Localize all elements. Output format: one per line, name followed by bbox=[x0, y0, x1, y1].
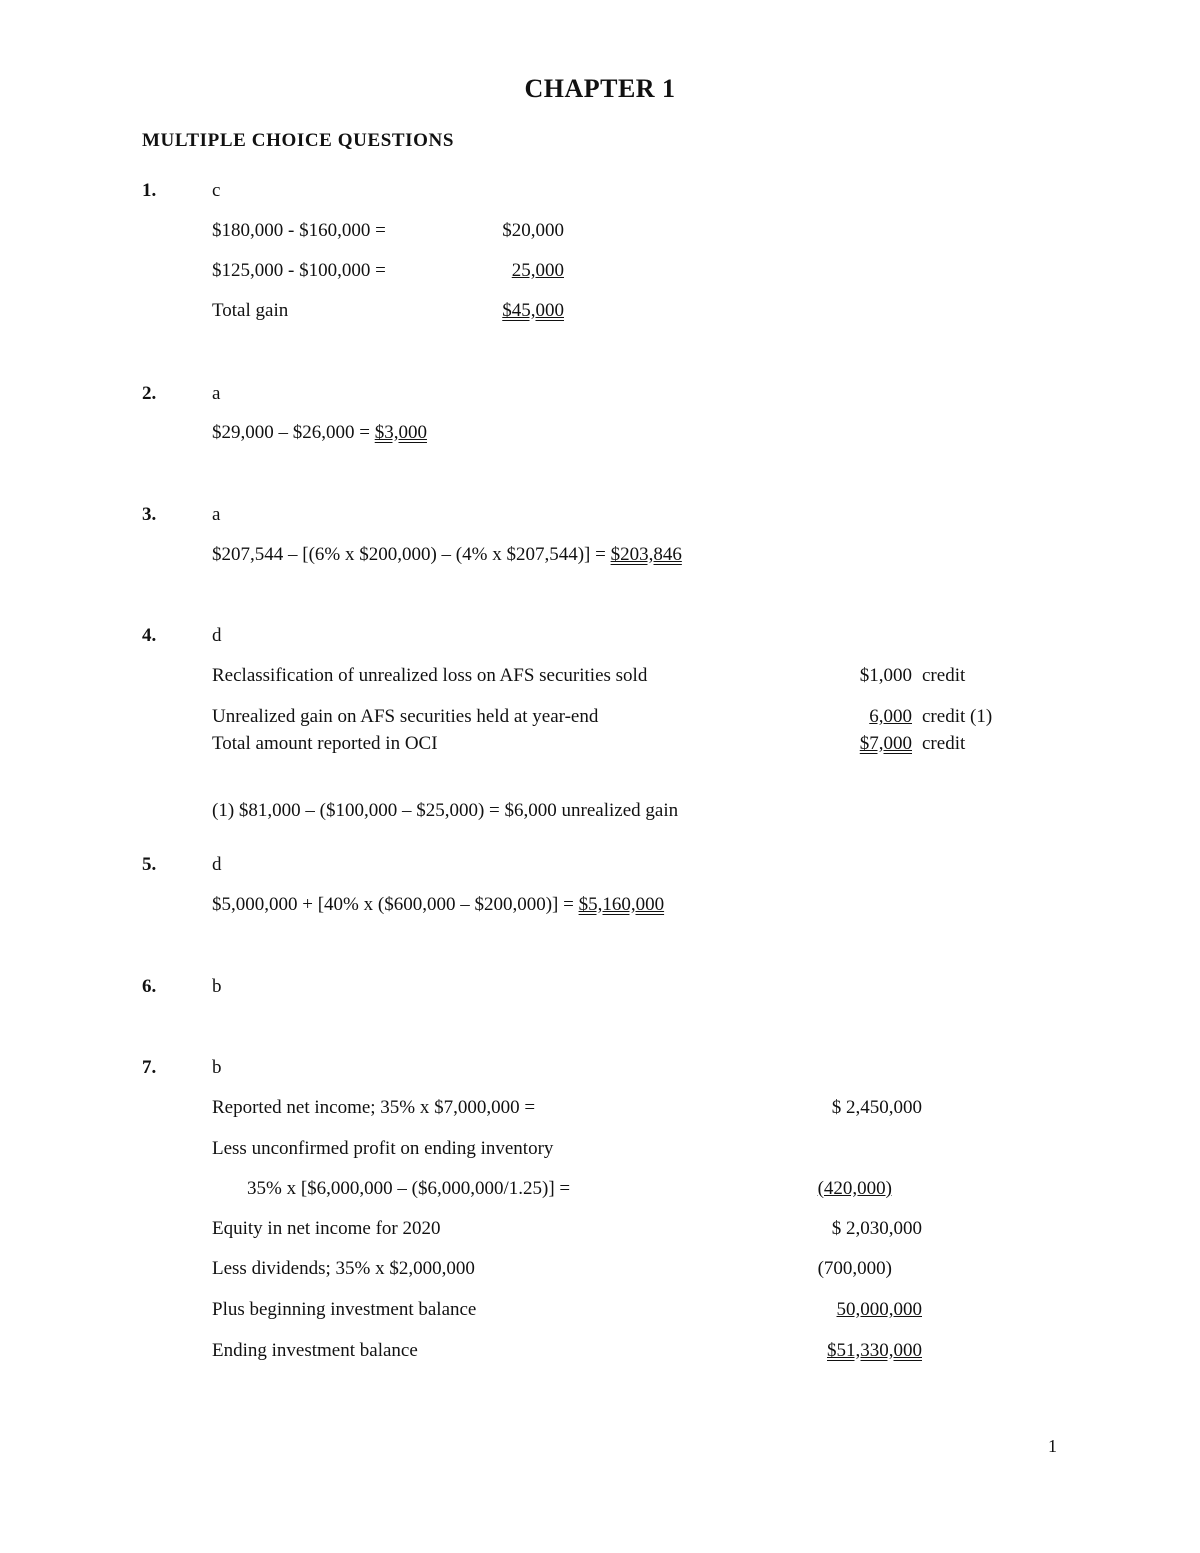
schedule-label: Equity in net income for 2020 bbox=[212, 1218, 441, 1239]
schedule-label: Reported net income; 35% x $7,000,000 = bbox=[212, 1097, 536, 1118]
result-value: $3,000 bbox=[374, 422, 427, 443]
answer-letter: a bbox=[212, 383, 221, 404]
schedule-total-label: Ending investment balance bbox=[212, 1340, 418, 1361]
answer-letter: d bbox=[212, 854, 222, 875]
answer-letter: c bbox=[212, 180, 221, 201]
answer-letter: b bbox=[212, 1057, 222, 1078]
oci-total-label: Total amount reported in OCI bbox=[212, 733, 438, 754]
calc-line: $207,544 – [(6% x $200,000) – (4% x $207,544)] = $203,846 bbox=[212, 544, 682, 565]
oci-row-value: $1,000 bbox=[859, 665, 912, 686]
question-number: 6. bbox=[142, 976, 157, 997]
answer-letter: a bbox=[212, 504, 221, 525]
schedule-value: 50,000,000 bbox=[836, 1299, 922, 1320]
footnote: (1) $81,000 – ($100,000 – $25,000) = $6,000 unrealized gain bbox=[212, 800, 679, 821]
chapter-title: CHAPTER 1 bbox=[524, 74, 676, 103]
section-heading: MULTIPLE CHOICE QUESTIONS bbox=[142, 130, 455, 151]
oci-total-value: $7,000 bbox=[859, 733, 912, 754]
answer-letter: d bbox=[212, 625, 222, 646]
oci-row-note: credit bbox=[922, 665, 966, 686]
question-number: 3. bbox=[142, 504, 157, 525]
question-number: 4. bbox=[142, 625, 157, 646]
page-number: 1 bbox=[1048, 1436, 1057, 1456]
question-number: 5. bbox=[142, 854, 157, 875]
calc-value: $20,000 bbox=[502, 220, 564, 241]
schedule-value: (420,000) bbox=[817, 1178, 892, 1199]
schedule-label: 35% x [$6,000,000 – ($6,000,000/1.25)] = bbox=[247, 1178, 571, 1199]
oci-row-note: credit bbox=[922, 733, 966, 754]
oci-row-label: Reclassification of unrealized loss on AFS securities sold bbox=[212, 665, 648, 686]
result-value: $203,846 bbox=[610, 544, 682, 565]
oci-row-note: credit (1) bbox=[922, 706, 993, 727]
schedule-label: Less dividends; 35% x $2,000,000 bbox=[212, 1258, 475, 1279]
answer-letter: b bbox=[212, 976, 222, 997]
calc-line: $5,000,000 + [40% x ($600,000 – $200,000)] = $5,160,000 bbox=[212, 894, 665, 915]
oci-row-label: Unrealized gain on AFS securities held at year-end bbox=[212, 706, 599, 727]
schedule-value: $ 2,030,000 bbox=[831, 1218, 922, 1239]
calc-line: $29,000 – $26,000 = $3,000 bbox=[212, 422, 427, 443]
question-number: 7. bbox=[142, 1057, 157, 1078]
schedule-value: $ 2,450,000 bbox=[831, 1097, 922, 1118]
calc-expression: $125,000 - $100,000 = bbox=[212, 260, 386, 281]
schedule-total-value: $51,330,000 bbox=[827, 1340, 922, 1361]
schedule-label: Less unconfirmed profit on ending inventory bbox=[212, 1138, 554, 1159]
question-number: 1. bbox=[142, 180, 157, 201]
question-number: 2. bbox=[142, 383, 157, 404]
calc-expression: $180,000 - $160,000 = bbox=[212, 220, 386, 241]
total-value: $45,000 bbox=[502, 300, 564, 321]
calc-value: 25,000 bbox=[511, 260, 564, 281]
result-value: $5,160,000 bbox=[578, 894, 665, 915]
schedule-value: (700,000) bbox=[817, 1258, 892, 1279]
schedule-label: Plus beginning investment balance bbox=[212, 1299, 477, 1320]
total-label: Total gain bbox=[212, 300, 289, 321]
oci-row-value: 6,000 bbox=[869, 706, 912, 727]
